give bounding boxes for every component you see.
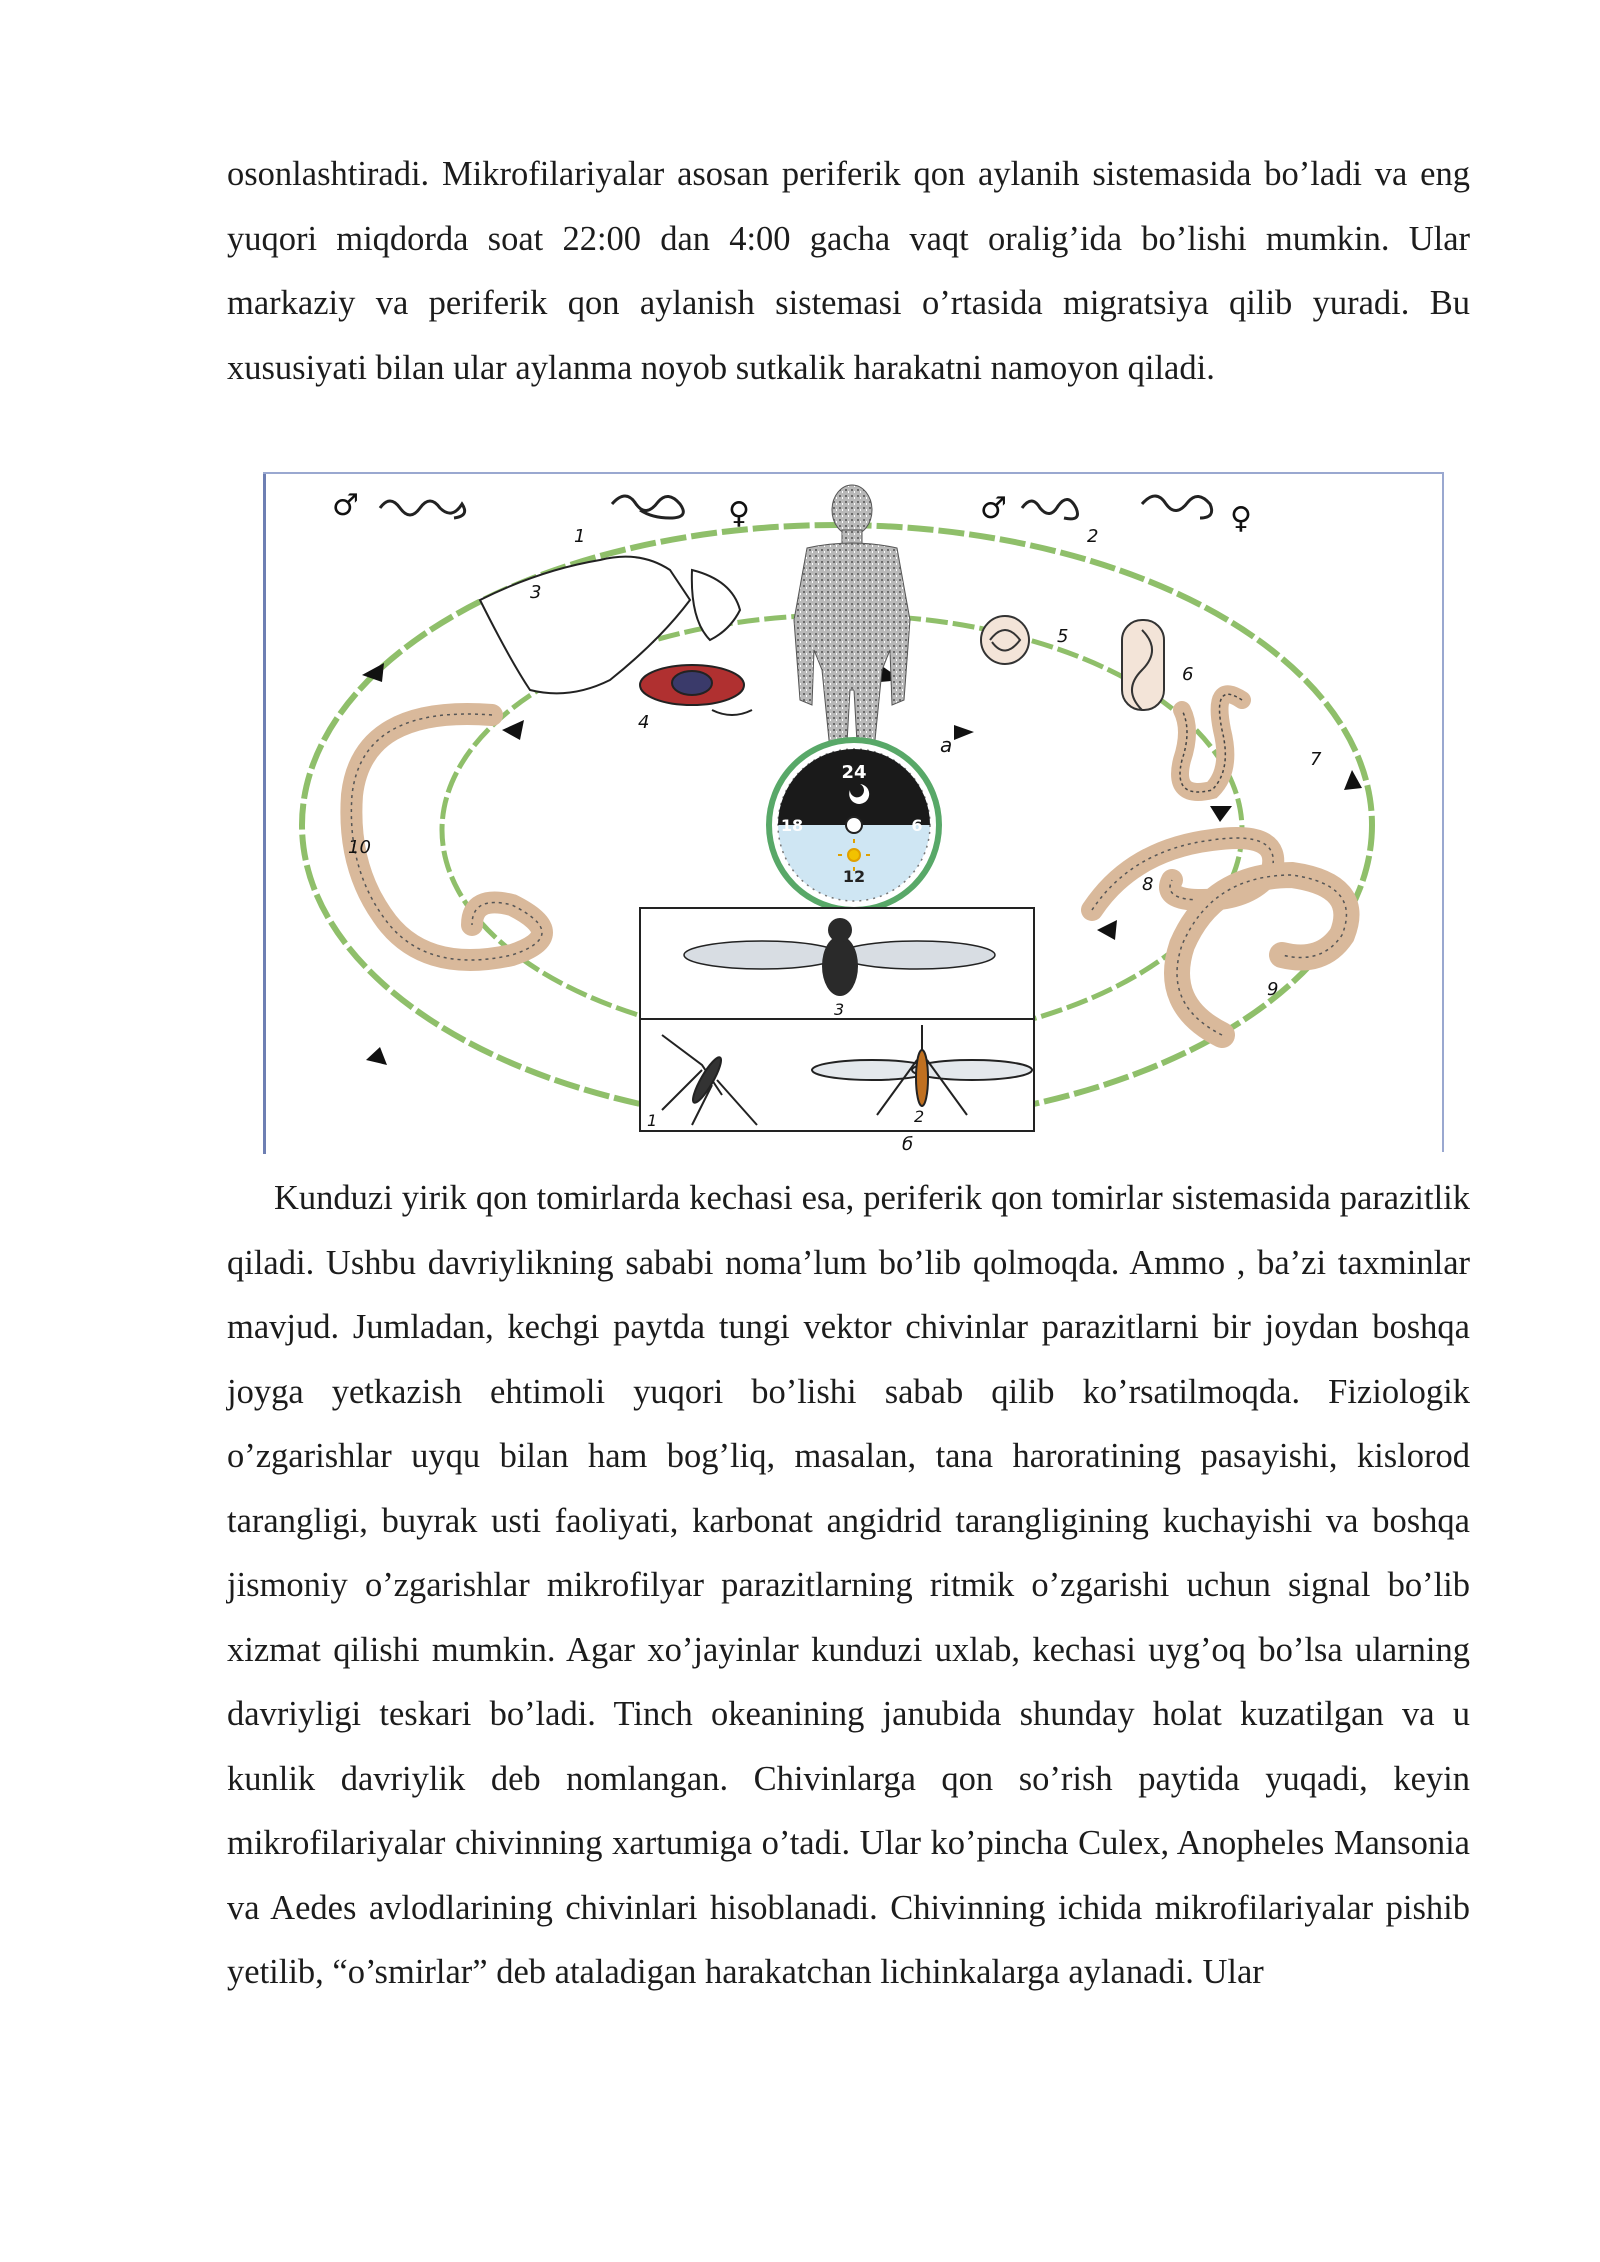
larva-in-sheath-6 [1122, 620, 1164, 710]
lifecycle-diagram [262, 470, 1444, 1154]
label-2: 2 [1087, 526, 1099, 547]
label-9: 9 [1267, 979, 1279, 1000]
adult-filaria-10 [351, 714, 542, 960]
paragraph-text: osonlashtiradi. Mikrofilariyalar asosan periferik qon aylanih sistemasida bo’ladi va eng yuqori miqdorda soat 22:00 dan 4:00 gacha vaqt oralig’ida bo’lishi mumkin. Ular markaziy va periferik qon aylanish sistemasi o’rtasida migratsiya qilib yuradi. Bu xususiyati bilan ular aylanma noyob sutkalik harakatni namoyon qiladi. [227, 155, 1470, 387]
clock-label-bottom: 12 [842, 867, 866, 886]
paragraph-top [227, 142, 1470, 400]
label-a: a [940, 733, 953, 757]
male-symbol-icon: ♂ [980, 491, 1007, 526]
label-6: 6 [1182, 664, 1194, 685]
clock-label-top: 24 [841, 762, 867, 783]
vector-insects-panel [640, 908, 1034, 1131]
clock-label-left: 18 [780, 816, 804, 835]
insect-label-3: 3 [834, 1000, 845, 1019]
day-night-clock [769, 740, 939, 910]
figure-frame-top [263, 472, 1443, 474]
adult-worms-pair-1 [380, 496, 683, 518]
label-3: 3 [530, 582, 542, 603]
figure-frame-left [263, 472, 266, 1154]
clock-label-right: 6 [911, 816, 923, 835]
paragraph-text: Kunduzi yirik qon tomirlarda kechasi esa, periferik qon tomirlar sistemasida parazitlik qiladi. Ushbu davriylikning sababi noma’lum bo’lib qolmoqda. Ammo , ba’zi taxminlar mavjud. Jumladan, kechgi paytda tungi vektor chivinlar parazitlarni bir joydan boshqa joyga yetkazish ehtimoli yuqori bo’lishi sabab qilib ko’rsatilmoqda. Fiziologik o’zgarishlar uyqu bilan ham bog’liq, masalan, tana haroratining pasayishi, kislorod tarangligi, buyrak usti faoliyati, karbonat angidrid tarangligining kuchayishi va boshqa jismoniy o’zgarishlar mikrofilyar parazitlarning ritmik o’zgarishi uchun signal bo’lib xizmat qilishi mumkin. Agar xo’jayinlar kunduzi uxlab, kechasi uyg’oq bo’lsa ularning davriyligi teskari bo’ladi. Tinch okeanining janubida shunday holat kuzatilgan va u kunlik davriylik deb nomlangan. Chivinlarga qon so’rish paytida yuqadi, keyin mikrofilariyalar chivinning xartumiga o’tadi. Ular ko’pincha Culex, Anopheles Mansonia va Aedes avlodlarining chivinlari hisoblanadi. Chivinning ichida mikrofilariyalar pishib yetilib, “o’smirlar” deb ataladigan harakatchan lichinkalarga aylanadi. Ular [227, 1179, 1470, 1991]
eye-drawing [640, 665, 752, 715]
coiled-larva-5 [981, 616, 1029, 664]
label-10: 10 [348, 837, 371, 858]
label-8: 8 [1142, 874, 1154, 895]
insect-label-2: 2 [914, 1107, 925, 1126]
female-symbol-icon: ♀ [728, 496, 750, 531]
figure-frame-right [1442, 472, 1444, 1152]
label-7: 7 [1310, 749, 1322, 770]
female-symbol-icon: ♀ [1230, 501, 1252, 536]
paragraph-bottom [227, 1166, 1470, 2005]
lifecycle-figure [262, 470, 1444, 1154]
adult-worms-pair-2 [1022, 496, 1212, 519]
label-b: б [902, 1134, 914, 1154]
male-symbol-icon: ♂ [332, 488, 359, 523]
label-4: 4 [638, 712, 650, 733]
label-1: 1 [574, 526, 586, 547]
label-5: 5 [1057, 626, 1069, 647]
insect-label-1: 1 [647, 1111, 658, 1130]
